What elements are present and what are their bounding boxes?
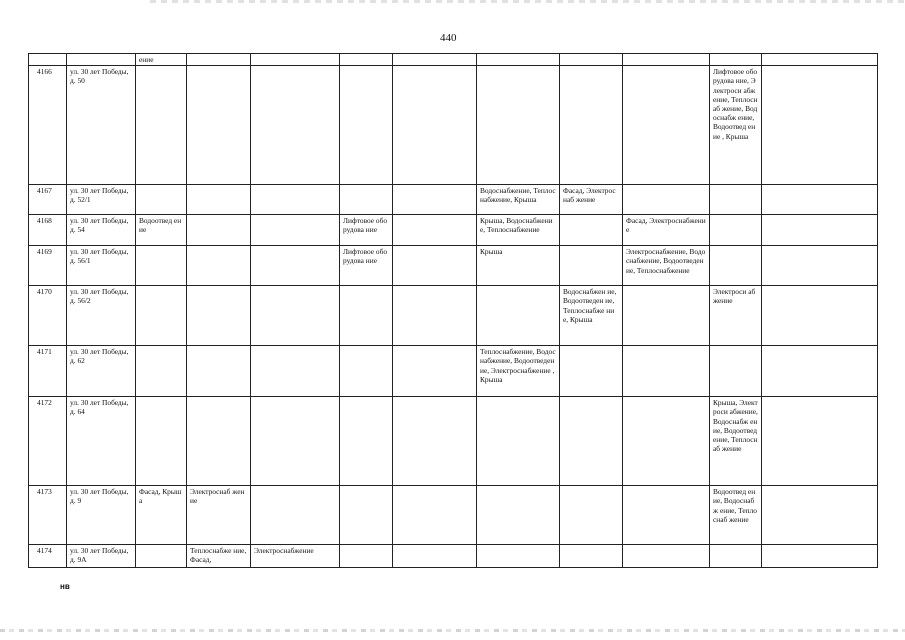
work-type-cell bbox=[187, 215, 251, 246]
work-type-cell bbox=[393, 54, 477, 66]
work-type-cell bbox=[762, 346, 878, 397]
work-type-cell bbox=[251, 215, 340, 246]
address-cell bbox=[67, 54, 136, 66]
row-number-cell bbox=[29, 54, 67, 66]
work-type-cell bbox=[136, 397, 187, 486]
row-number-cell: 4174 bbox=[29, 545, 67, 568]
work-type-cell bbox=[623, 286, 710, 346]
work-type-cell bbox=[560, 346, 623, 397]
work-type-cell: ение bbox=[136, 54, 187, 66]
work-type-cell bbox=[340, 346, 393, 397]
work-type-cell bbox=[710, 545, 762, 568]
row-number-cell: 4167 bbox=[29, 185, 67, 215]
work-type-cell bbox=[340, 185, 393, 215]
work-type-cell bbox=[187, 66, 251, 185]
work-type-cell: Электроснаб жение bbox=[187, 486, 251, 545]
work-type-cell: Лифтовое оборудова ние bbox=[340, 215, 393, 246]
work-type-cell bbox=[340, 286, 393, 346]
work-type-cell bbox=[623, 185, 710, 215]
work-type-cell: Фасад, Крыша bbox=[136, 486, 187, 545]
table-row bbox=[29, 66, 878, 185]
table-row bbox=[29, 54, 878, 66]
table-row bbox=[29, 185, 878, 215]
address-cell: ул. 30 лет Победы, д. 9 bbox=[67, 486, 136, 545]
footer-mark: нв bbox=[60, 582, 70, 591]
work-type-cell: Водоснабжение, Теплоснабжение, Крыша bbox=[477, 185, 560, 215]
work-type-cell bbox=[187, 397, 251, 486]
work-type-cell: Электроснабжение bbox=[251, 545, 340, 568]
work-type-cell bbox=[560, 215, 623, 246]
work-type-cell bbox=[187, 346, 251, 397]
scan-artifact-top bbox=[150, 0, 905, 3]
work-type-cell: Электроснабжение, Водоснабжение, Водоотведение, Теплоснабжение bbox=[623, 246, 710, 286]
work-type-cell: Фасад, Электроснаб жение bbox=[560, 185, 623, 215]
work-type-cell bbox=[623, 54, 710, 66]
work-type-cell bbox=[251, 66, 340, 185]
work-type-cell bbox=[560, 486, 623, 545]
work-type-cell bbox=[762, 54, 878, 66]
work-type-cell bbox=[762, 545, 878, 568]
work-type-cell: Крыша bbox=[477, 246, 560, 286]
page-number: 440 bbox=[440, 32, 457, 44]
work-type-cell bbox=[710, 54, 762, 66]
work-type-cell bbox=[251, 397, 340, 486]
work-type-cell bbox=[477, 545, 560, 568]
work-type-cell bbox=[136, 545, 187, 568]
work-type-cell: Водоотвед ение bbox=[136, 215, 187, 246]
work-type-cell bbox=[762, 486, 878, 545]
work-type-cell bbox=[251, 54, 340, 66]
work-type-cell bbox=[710, 215, 762, 246]
work-type-cell bbox=[762, 66, 878, 185]
work-type-cell bbox=[623, 66, 710, 185]
work-type-cell bbox=[477, 486, 560, 545]
work-type-cell bbox=[393, 185, 477, 215]
work-type-cell bbox=[623, 346, 710, 397]
table-row bbox=[29, 286, 878, 346]
work-type-cell bbox=[340, 397, 393, 486]
address-cell: ул. 30 лет Победы, д. 9А bbox=[67, 545, 136, 568]
work-type-cell bbox=[393, 215, 477, 246]
work-type-cell bbox=[251, 346, 340, 397]
work-type-cell: Фасад, Электроснабжение bbox=[623, 215, 710, 246]
work-type-cell bbox=[762, 246, 878, 286]
work-type-cell bbox=[477, 397, 560, 486]
work-type-cell bbox=[187, 286, 251, 346]
scan-artifact-bottom bbox=[0, 629, 905, 632]
work-type-cell bbox=[623, 486, 710, 545]
work-type-cell bbox=[560, 545, 623, 568]
work-type-cell bbox=[393, 286, 477, 346]
address-cell: ул. 30 лет Победы, д. 56/1 bbox=[67, 246, 136, 286]
work-type-cell bbox=[762, 397, 878, 486]
work-type-cell bbox=[136, 185, 187, 215]
work-type-cell: Крыша, Электроси абжение, Водоснабж ение, Водоотвед ение, Теплоснаб жение bbox=[710, 397, 762, 486]
work-type-cell bbox=[136, 66, 187, 185]
work-type-cell bbox=[623, 545, 710, 568]
table-row bbox=[29, 246, 878, 286]
work-type-cell: Теплоснабжение, Водоснабжение, Водоотведение, Электроснабжение , Крыша bbox=[477, 346, 560, 397]
work-type-cell bbox=[136, 346, 187, 397]
work-type-cell bbox=[393, 545, 477, 568]
work-type-cell bbox=[762, 286, 878, 346]
work-type-cell bbox=[187, 54, 251, 66]
row-number-cell: 4166 bbox=[29, 66, 67, 185]
row-number-cell: 4169 bbox=[29, 246, 67, 286]
work-type-cell bbox=[560, 66, 623, 185]
work-type-cell: Водоотвед ение, Водоснабж ение, Теплоснаб жение bbox=[710, 486, 762, 545]
work-type-cell bbox=[477, 286, 560, 346]
work-type-cell: Крыша, Водоснабжение, Теплоснабжение bbox=[477, 215, 560, 246]
work-type-cell bbox=[560, 246, 623, 286]
address-cell: ул. 30 лет Победы, д. 52/1 bbox=[67, 185, 136, 215]
work-type-cell bbox=[623, 397, 710, 486]
work-type-cell bbox=[187, 246, 251, 286]
work-type-cell bbox=[251, 486, 340, 545]
address-cell: ул. 30 лет Победы, д. 62 bbox=[67, 346, 136, 397]
work-type-cell bbox=[477, 54, 560, 66]
work-type-cell bbox=[560, 54, 623, 66]
work-type-cell bbox=[393, 246, 477, 286]
table-row bbox=[29, 486, 878, 545]
work-type-cell bbox=[560, 397, 623, 486]
work-type-cell bbox=[710, 346, 762, 397]
work-type-cell bbox=[187, 185, 251, 215]
work-type-cell bbox=[251, 246, 340, 286]
address-cell: ул. 30 лет Победы, д. 64 bbox=[67, 397, 136, 486]
repair-schedule-table bbox=[28, 53, 878, 568]
work-type-cell bbox=[251, 185, 340, 215]
work-type-cell: Лифтовое оборудова ние, Электроси абжение, Теплоснаб жение, Водоснабж ение, Водоотвед ение , Крыша bbox=[710, 66, 762, 185]
work-type-cell bbox=[251, 286, 340, 346]
work-type-cell bbox=[136, 246, 187, 286]
work-type-cell: Лифтовое оборудова ние bbox=[340, 246, 393, 286]
row-number-cell: 4170 bbox=[29, 286, 67, 346]
work-type-cell bbox=[762, 185, 878, 215]
table-row bbox=[29, 215, 878, 246]
address-cell: ул. 30 лет Победы, д. 56/2 bbox=[67, 286, 136, 346]
work-type-cell bbox=[393, 397, 477, 486]
row-number-cell: 4168 bbox=[29, 215, 67, 246]
work-type-cell bbox=[393, 66, 477, 185]
work-type-cell bbox=[340, 486, 393, 545]
work-type-cell: Водоснабжен ие, Водоотведен ие, Теплоснабже ние, Крыша bbox=[560, 286, 623, 346]
work-type-cell bbox=[710, 185, 762, 215]
row-number-cell: 4171 bbox=[29, 346, 67, 397]
table-row bbox=[29, 545, 878, 568]
work-type-cell bbox=[340, 66, 393, 185]
work-type-cell bbox=[393, 486, 477, 545]
work-type-cell: Электроси абжение bbox=[710, 286, 762, 346]
address-cell: ул. 30 лет Победы, д. 50 bbox=[67, 66, 136, 185]
address-cell: ул. 30 лет Победы, д. 54 bbox=[67, 215, 136, 246]
table-row bbox=[29, 346, 878, 397]
work-type-cell bbox=[340, 545, 393, 568]
work-type-cell bbox=[710, 246, 762, 286]
work-type-cell bbox=[477, 66, 560, 185]
work-type-cell bbox=[762, 215, 878, 246]
work-type-cell: Теплоснабже ние, Фасад, bbox=[187, 545, 251, 568]
table-row bbox=[29, 397, 878, 486]
work-type-cell bbox=[340, 54, 393, 66]
row-number-cell: 4173 bbox=[29, 486, 67, 545]
work-type-cell bbox=[136, 286, 187, 346]
row-number-cell: 4172 bbox=[29, 397, 67, 486]
work-type-cell bbox=[393, 346, 477, 397]
